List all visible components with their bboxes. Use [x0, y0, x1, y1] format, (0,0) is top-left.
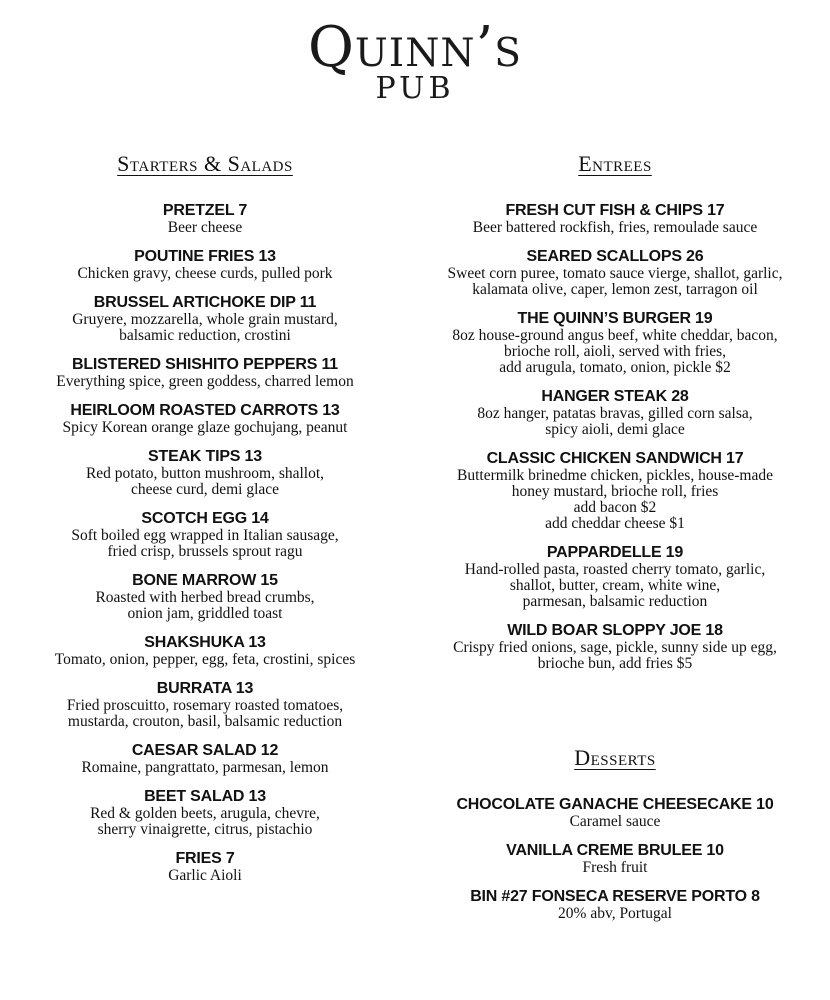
menu-item [10, 248, 400, 282]
menu-item [10, 850, 400, 884]
menu-item-description: Fresh fruit [582, 859, 648, 876]
menu-item-name: BLISTERED SHISHITO PEPPERS 11 [72, 356, 338, 373]
menu-item [410, 248, 820, 298]
menu-item [10, 294, 400, 344]
menu-item [410, 796, 820, 830]
menu-item-name: BRUSSEL ARTICHOKE DIP 11 [93, 294, 317, 311]
menu-item-name: BONE MARROW 15 [132, 572, 278, 589]
menu-item-description: Hand-rolled pasta, roasted cherry tomato, garlic, shallot, butter, cream, white wine, parmesan, balsamic reduction [464, 561, 766, 610]
menu-item [410, 888, 820, 922]
logo-title: Quinn’s [308, 15, 522, 80]
menu-item [10, 742, 400, 776]
menu-item-description: Buttermilk brinedme chicken, pickles, house-made honey mustard, brioche roll, fries add bacon $2 add cheddar cheese $1 [457, 467, 773, 532]
starters-column [10, 150, 400, 896]
menu-item-description: Caramel sauce [569, 813, 661, 830]
menu-item-name: POUTINE FRIES 13 [134, 248, 276, 265]
menu-item-description: Garlic Aioli [168, 867, 242, 884]
menu-item [10, 202, 400, 236]
menu-item [10, 448, 400, 498]
menu-item-description: Red & golden beets, arugula, chevre, sherry vinaigrette, citrus, pistachio [90, 805, 320, 838]
menu-item-description: Beer cheese [167, 219, 243, 236]
menu-item-description: Romaine, pangrattato, parmesan, lemon [81, 759, 329, 776]
entrees-list [410, 202, 820, 672]
starters-list [10, 202, 400, 884]
desserts-heading: Desserts [574, 745, 656, 770]
menu-item-description: Roasted with herbed bread crumbs, onion jam, griddled toast [95, 589, 315, 622]
menu-item [410, 388, 820, 438]
menu-item-name: PAPPARDELLE 19 [546, 544, 684, 561]
menu-item-description: Sweet corn puree, tomato sauce vierge, shallot, garlic, kalamata olive, caper, lemon zest, tarragon oil [447, 265, 783, 298]
menu-item [410, 202, 820, 236]
menu-item [410, 544, 820, 610]
starters-heading: Starters & Salads [117, 151, 293, 176]
menu-item-description: 20% abv, Portugal [558, 905, 672, 922]
menu-item [10, 402, 400, 436]
menu-item-description: Soft boiled egg wrapped in Italian sausage, fried crisp, brussels sprout ragu [71, 527, 339, 560]
menu-item [410, 622, 820, 672]
menu-item-name: BURRATA 13 [156, 680, 254, 697]
menu-item-name: FRESH CUT FISH & CHIPS 17 [505, 202, 725, 219]
menu-item-name: THE QUINN’S BURGER 19 [517, 310, 713, 327]
menu-item-name: FRIES 7 [175, 850, 235, 867]
menu-item-description: Fried proscuitto, rosemary roasted tomatoes, mustarda, crouton, basil, balsamic reduction [66, 697, 344, 730]
menu-item [10, 680, 400, 730]
menu-item [410, 310, 820, 376]
menu-item-name: HEIRLOOM ROASTED CARROTS 13 [70, 402, 340, 419]
logo-subtitle: PUB [375, 71, 455, 106]
menu-item [10, 788, 400, 838]
menu-item-name: SHAKSHUKA 13 [144, 634, 266, 651]
menu-item-name: CAESAR SALAD 12 [131, 742, 279, 759]
desserts-section [410, 744, 820, 922]
menu-item-name: VANILLA CREME BRULEE 10 [506, 842, 724, 859]
menu-item-name: BEET SALAD 13 [144, 788, 266, 805]
menu-item [10, 634, 400, 668]
menu-item-description: Gruyere, mozzarella, whole grain mustard, balsamic reduction, crostini [72, 311, 338, 344]
desserts-list [410, 796, 820, 922]
menu-item [410, 450, 820, 532]
menu-item-description: Spicy Korean orange glaze gochujang, peanut [62, 419, 348, 436]
menu-item-name: PRETZEL 7 [162, 202, 248, 219]
menu-item-description: 8oz hanger, patatas bravas, gilled corn salsa, spicy aioli, demi glace [477, 405, 753, 438]
logo [0, 15, 830, 106]
menu-item-name: WILD BOAR SLOPPY JOE 18 [507, 622, 723, 639]
menu-item-description: Everything spice, green goddess, charred lemon [56, 373, 354, 390]
menu-item-description: Chicken gravy, cheese curds, pulled pork [77, 265, 333, 282]
menu-item-description: 8oz house-ground angus beef, white cheddar, bacon, brioche roll, aioli, served with fries, add arugula, tomato, onion, pickle $2 [452, 327, 778, 376]
menu-item [10, 356, 400, 390]
menu-item-name: CHOCOLATE GANACHE CHEESECAKE 10 [456, 796, 774, 813]
menu-item-description: Red potato, button mushroom, shallot, cheese curd, demi glace [85, 465, 325, 498]
menu-item-name: STEAK TIPS 13 [148, 448, 262, 465]
menu-item-name: SEARED SCALLOPS 26 [526, 248, 704, 265]
menu-item [410, 842, 820, 876]
menu-item-name: CLASSIC CHICKEN SANDWICH 17 [486, 450, 744, 467]
menu-item-name: HANGER STEAK 28 [541, 388, 689, 405]
menu-item [10, 572, 400, 622]
menu-item-description: Tomato, onion, pepper, egg, feta, crostini, spices [54, 651, 356, 668]
menu-item-name: SCOTCH EGG 14 [141, 510, 269, 527]
entrees-heading: Entrees [578, 151, 652, 176]
right-column [410, 150, 820, 934]
menu-item-name: BIN #27 FONSECA RESERVE PORTO 8 [470, 888, 760, 905]
menu-item-description: Beer battered rockfish, fries, remoulade sauce [472, 219, 758, 236]
menu-item-description: Crispy fried onions, sage, pickle, sunny side up egg, brioche bun, add fries $5 [453, 639, 777, 672]
menu-item [10, 510, 400, 560]
